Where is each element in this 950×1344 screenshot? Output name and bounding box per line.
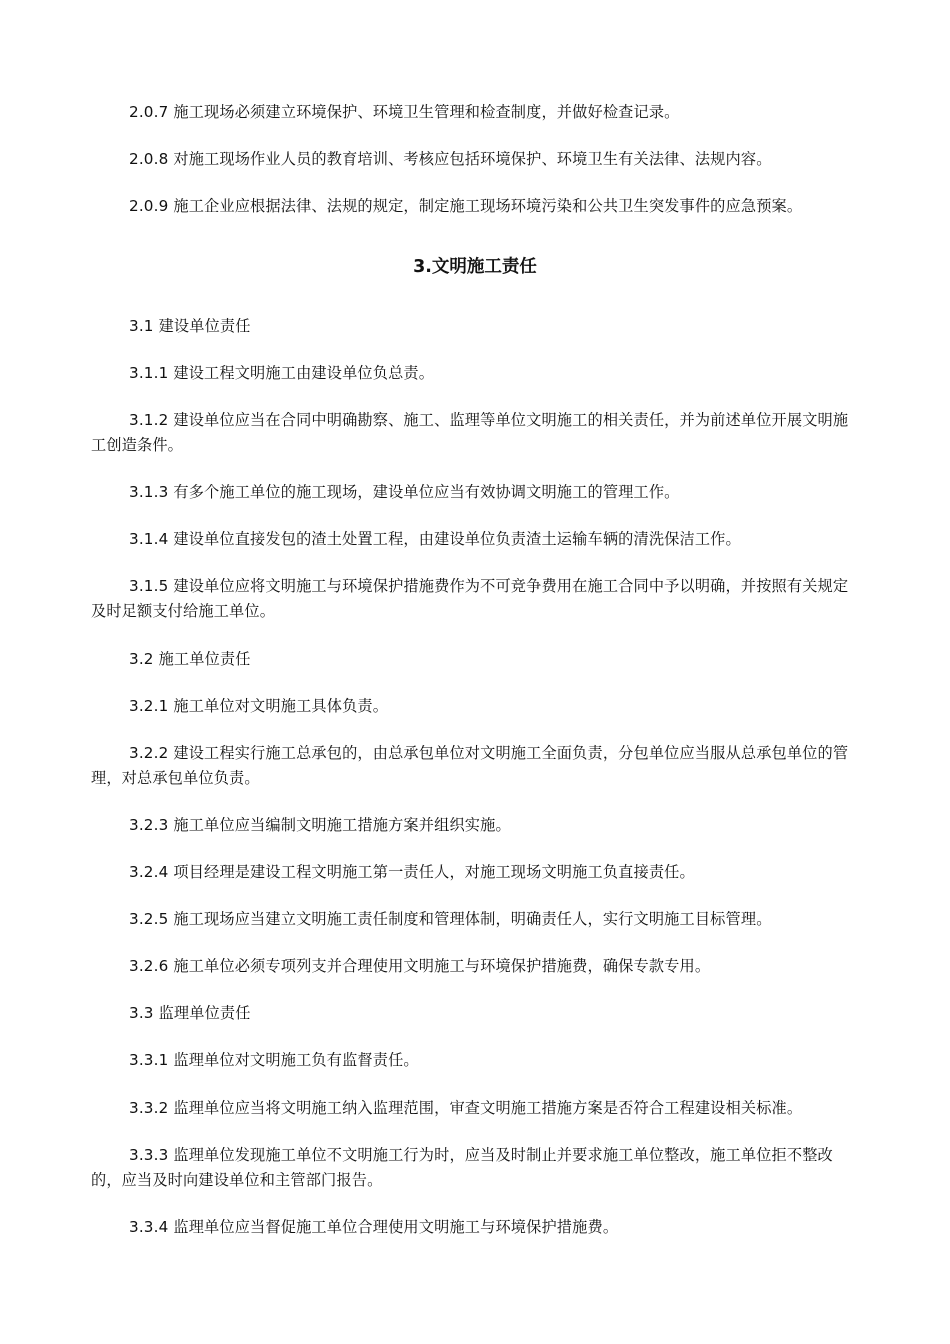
paragraph-3-2-4: 3.2.4 项目经理是建设工程文明施工第一责任人，对施工现场文明施工负直接责任。 xyxy=(129,863,695,881)
paragraph-3-2-2: 3.2.2 建设工程实行施工总承包的，由总承包单位对文明施工全面负责，分包单位应当服从总承包单位的管理，对总承包单位负责。 xyxy=(91,744,849,787)
section-heading: 3.文明施工责任 xyxy=(413,257,537,277)
paragraph-3-3-2: 3.3.2 监理单位应当将文明施工纳入监理范围，审查文明施工措施方案是否符合工程建设相关标准。 xyxy=(129,1099,803,1117)
paragraph-3-2-6: 3.2.6 施工单位必须专项列支并合理使用文明施工与环境保护措施费，确保专款专用。 xyxy=(129,957,711,975)
paragraph-3-1-3: 3.1.3 有多个施工单位的施工现场，建设单位应当有效协调文明施工的管理工作。 xyxy=(129,483,680,501)
paragraph-2-0-8: 2.0.8 对施工现场作业人员的教育培训、考核应包括环境保护、环境卫生有关法律、法规内容。 xyxy=(129,150,772,168)
paragraph-3-1-1: 3.1.1 建设工程文明施工由建设单位负总责。 xyxy=(129,364,435,382)
paragraph-3-1-4: 3.1.4 建设单位直接发包的渣土处置工程，由建设单位负责渣土运输车辆的清洗保洁工作。 xyxy=(129,530,741,548)
paragraph-3-2-3: 3.2.3 施工单位应当编制文明施工措施方案并组织实施。 xyxy=(129,816,511,834)
subsection-3-3: 3.3 监理单位责任 xyxy=(129,1004,251,1022)
paragraph-2-0-9: 2.0.9 施工企业应根据法律、法规的规定，制定施工现场环境污染和公共卫生突发事件的应急预案。 xyxy=(129,197,803,215)
paragraph-3-1-2: 3.1.2 建设单位应当在合同中明确勘察、施工、监理等单位文明施工的相关责任，并为前述单位开展文明施工创造条件。 xyxy=(91,411,849,454)
paragraph-3-1-5: 3.1.5 建设单位应将文明施工与环境保护措施费作为不可竞争费用在施工合同中予以明确，并按照有关规定及时足额支付给施工单位。 xyxy=(91,577,849,620)
paragraph-3-3-1: 3.3.1 监理单位对文明施工负有监督责任。 xyxy=(129,1051,419,1069)
paragraph-3-2-1: 3.2.1 施工单位对文明施工具体负责。 xyxy=(129,697,389,715)
paragraph-3-3-3: 3.3.3 监理单位发现施工单位不文明施工行为时，应当及时制止并要求施工单位整改，施工单位拒不整改的，应当及时向建设单位和主管部门报告。 xyxy=(91,1146,833,1189)
paragraph-2-0-7: 2.0.7 施工现场必须建立环境保护、环境卫生管理和检查制度，并做好检查记录。 xyxy=(129,103,680,121)
paragraph-3-3-4: 3.3.4 监理单位应当督促施工单位合理使用文明施工与环境保护措施费。 xyxy=(129,1218,619,1236)
subsection-3-2: 3.2 施工单位责任 xyxy=(129,650,251,668)
paragraph-3-2-5: 3.2.5 施工现场应当建立文明施工责任制度和管理体制，明确责任人，实行文明施工目标管理。 xyxy=(129,910,772,928)
subsection-3-1: 3.1 建设单位责任 xyxy=(129,317,251,335)
